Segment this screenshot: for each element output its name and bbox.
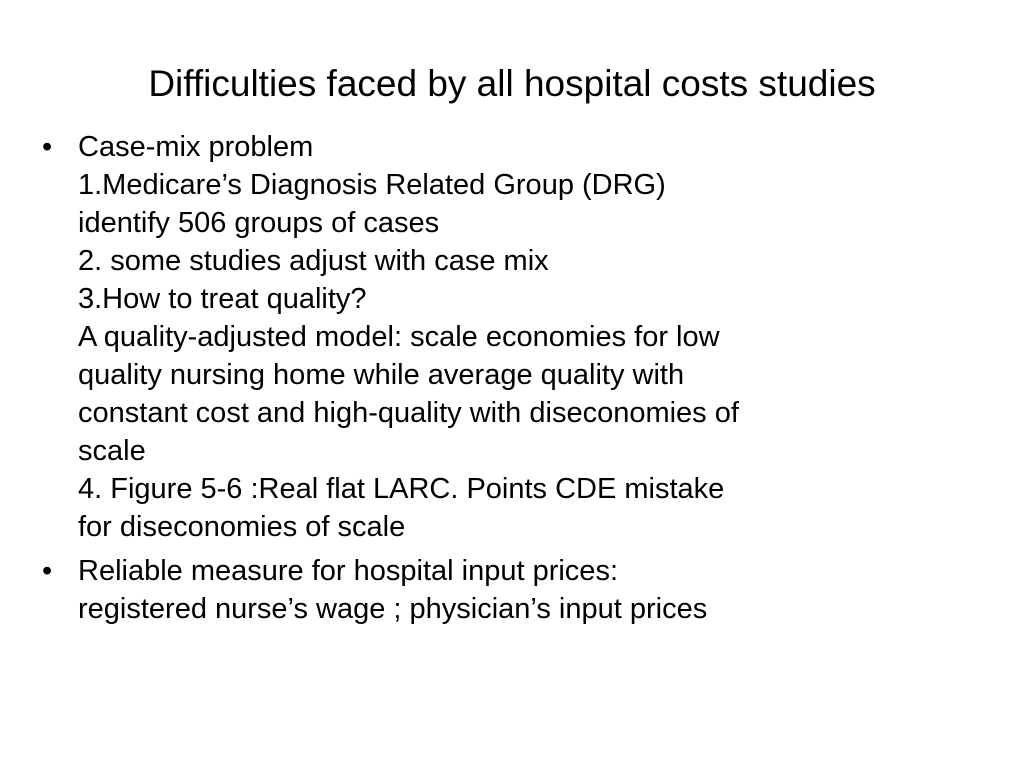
bullet-line: scale [78, 435, 146, 467]
slide-title: Difficulties faced by all hospital costs studies [148, 63, 876, 104]
bullet-line: quality nursing home while average quality with [78, 359, 685, 391]
bullet-line: Reliable measure for hospital input prices: [78, 555, 618, 587]
bullet-line: 1.Medicare’s Diagnosis Related Group (DRG) [78, 169, 666, 201]
bullet-icon: • [42, 131, 53, 163]
bullet-line: identify 506 groups of cases [78, 207, 440, 239]
bullet-line: registered nurse’s wage ; physician’s input prices [78, 593, 708, 625]
bullet-list [42, 128, 1002, 628]
bullet-item-input-prices [42, 552, 1002, 628]
bullet-line: A quality-adjusted model: scale economies for low [78, 321, 720, 353]
bullet-line: 2. some studies adjust with case mix [78, 245, 549, 277]
bullet-line: 4. Figure 5-6 :Real flat LARC. Points CDE mistake [78, 473, 725, 505]
bullet-line: 3.How to treat quality? [78, 283, 367, 315]
bullet-item-case-mix [42, 128, 1002, 546]
bullet-line: for diseconomies of scale [78, 511, 406, 543]
bullet-icon: • [42, 555, 53, 587]
bullet-line: Case-mix problem [78, 131, 314, 163]
bullet-line: constant cost and high-quality with diseconomies of [78, 397, 739, 429]
